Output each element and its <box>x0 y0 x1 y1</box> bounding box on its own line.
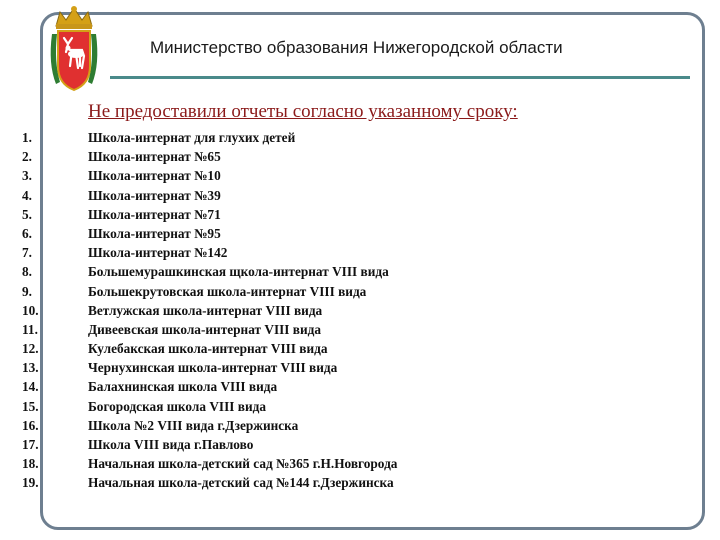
list-item <box>22 301 682 320</box>
list-item-number: 13. <box>22 360 39 376</box>
list-item-number: 6. <box>22 225 32 241</box>
list-item <box>22 416 682 435</box>
list-item-number: 18. <box>22 456 39 472</box>
list-item <box>22 320 682 339</box>
list-item-text: Школа VIII вида г.Павлово <box>88 437 254 452</box>
list-item-number: 9. <box>22 283 32 299</box>
school-list <box>22 128 682 493</box>
list-item-number: 17. <box>22 437 39 452</box>
list-item <box>22 186 682 205</box>
list-item-number: 3. <box>22 168 32 184</box>
list-item-text: Балахнинская школа VIII вида <box>88 379 278 395</box>
list-item-text: Школа-интернат №65 <box>88 149 221 165</box>
list-item <box>22 128 682 147</box>
list-item-text: Дивеевская школа-интернат VIII вида <box>88 321 322 337</box>
list-item-number: 10. <box>22 302 39 318</box>
list-item-number: 1. <box>22 130 32 145</box>
list-item-text: Школа-интернат №39 <box>88 187 221 203</box>
list-item <box>22 205 682 224</box>
list-item-text: Большемурашкинская щкола-интернат VIII вида <box>88 264 389 280</box>
list-item <box>22 262 682 281</box>
list-item-number: 14. <box>22 379 39 395</box>
list-item-text: Школа-интернат №142 <box>88 245 228 261</box>
list-item-text: Школа-интернат №71 <box>88 206 221 222</box>
list-item-text: Ветлужская школа-интернат VIII вида <box>88 302 323 318</box>
list-item-text: Школа №2 VIII вида г.Дзержинска <box>88 417 299 433</box>
list-item <box>22 224 682 243</box>
nizhny-novgorod-coat-of-arms-icon <box>48 4 100 96</box>
list-item-text: Школа-интернат №95 <box>88 225 221 241</box>
list-item-number: 11. <box>22 321 38 337</box>
list-item <box>22 435 682 454</box>
list-item-text: Чернухинская школа-интернат VIII вида <box>88 360 338 376</box>
list-item <box>22 377 682 396</box>
list-item-number: 7. <box>22 245 32 261</box>
list-item-text: Богородская школа VIII вида <box>88 398 266 414</box>
section-heading: Не предоставили отчеты согласно указанному сроку: <box>88 101 518 122</box>
list-item-text: Начальная школа-детский сад №144 г.Дзержинска <box>88 475 394 491</box>
list-item <box>22 473 682 492</box>
list-item-text: Начальная школа-детский сад №365 г.Н.Новгорода <box>88 456 398 472</box>
list-item-number: 12. <box>22 341 39 357</box>
list-item <box>22 243 682 262</box>
list-item-text: Школа-интернат для глухих детей <box>88 130 296 145</box>
list-item <box>22 454 682 473</box>
list-item-number: 2. <box>22 149 32 165</box>
list-item <box>22 358 682 377</box>
list-item-number: 5. <box>22 206 32 222</box>
list-item <box>22 147 682 166</box>
list-item-number: 16. <box>22 417 39 433</box>
list-item <box>22 339 682 358</box>
list-item-number: 4. <box>22 187 32 203</box>
list-item <box>22 282 682 301</box>
list-item <box>22 397 682 416</box>
list-item-number: 15. <box>22 398 39 414</box>
ministry-title: Министерство образования Нижегородской области <box>150 38 563 57</box>
list-item-number: 8. <box>22 264 32 280</box>
list-item-number: 19. <box>22 475 39 491</box>
list-item-text: Кулебакская школа-интернат VIII вида <box>88 341 328 357</box>
header-divider <box>110 76 690 79</box>
list-item-text: Школа-интернат №10 <box>88 168 221 184</box>
list-item <box>22 166 682 185</box>
list-item-text: Большекрутовская школа-интернат VIII вида <box>88 283 367 299</box>
